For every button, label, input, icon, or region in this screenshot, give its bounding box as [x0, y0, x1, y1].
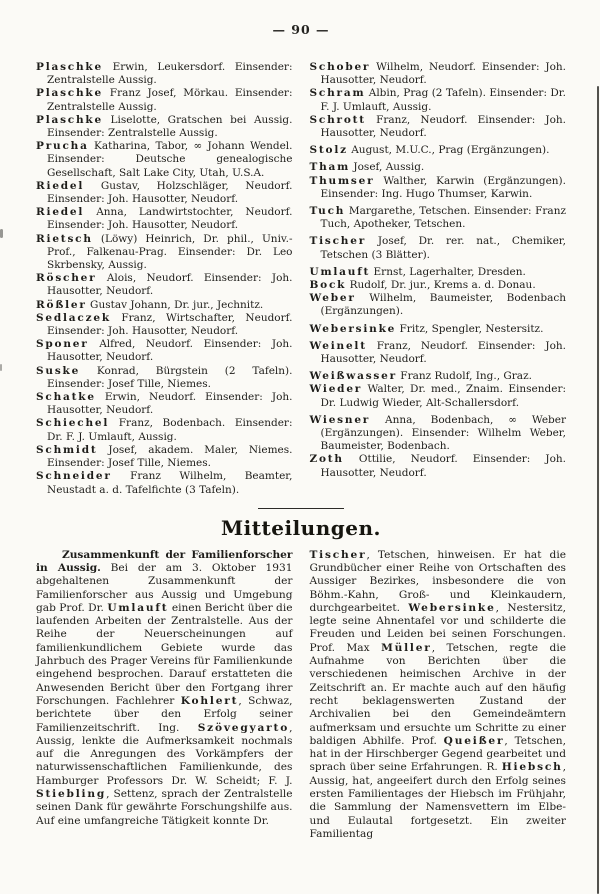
directory-entry: Stolz August, M.U.C., Prag (Ergänzungen).: [309, 144, 550, 157]
directory-entry: Röscher Alois, Neudorf. Einsender: Joh. Hausotter, Neudorf.: [36, 272, 293, 298]
directory-entry: Webersinke Fritz, Spengler, Nestersitz.: [309, 322, 544, 335]
body-paragraph: Zusammenkunft der Familienforscher in Aussig. Bei der am 3. Oktober 1931 abgehaltenen Zusammenkunft der Familienforscher aus Aussig und Umgebung gab Prof. Dr. Umlauft einen Bericht über die laufenden Arbeiten der Zentralstelle. Aus der Reihe der Neuerscheinungen auf familienkundlichem Gebiete wurde das Jahrbuch des Prager Vereins für Familienkunde eingehend besprochen. Darauf erstatteten die Anwesenden Bericht über den Fortgang ihrer Forschungen. Fachlehrer Kohlert, Schwaz, berichtete über den Erfolg seiner Familienzeitschrift. Ing. Szövegyarto, Aussig, lenkte die Aufmerksamkeit nochmals auf die Anregungen des Vorkämpfers der naturwissenschaftlichen Familienkunde, des Hamburger Professors Dr. W. Scheidt; F. J. Stiebling, Settenz, sprach der Zentralstelle seinen Dank für gewährte Forschungshilfe aus. Auf eine umfangreiche Tätigkeit konnte Dr.: [36, 548, 293, 827]
directory-entry: Plaschke Liselotte, Gratschen bei Aussig. Einsender: Zentralstelle Aussig.: [36, 113, 293, 140]
scan-artifact-left-edge: [0, 364, 2, 371]
entry-surname: Plaschke: [36, 61, 103, 73]
entry-surname: Riedel: [36, 179, 85, 192]
directory-entry: Schiechel Franz, Bodenbach. Einsender: Dr. F. J. Umlauft, Aussig.: [36, 417, 293, 443]
entry-surname: Schatke: [36, 391, 96, 404]
directory-entry: Schober Wilhelm, Neudorf. Einsender: Joh. Hausotter, Neudorf.: [309, 61, 566, 87]
entry-surname: Rietsch: [36, 232, 93, 245]
mitteilungen-left-column: [36, 549, 293, 842]
entry-surname: Weißwasser: [309, 370, 397, 383]
person-name: Szövegyarto: [197, 721, 290, 734]
entry-surname: Tischer: [309, 235, 367, 248]
entry-surname: Zoth: [309, 453, 344, 466]
directory-entry: Riedel Gustav, Holzschläger, Neudorf. Einsender: Joh. Hausotter, Neudorf.: [36, 179, 293, 206]
directory-left-column: [36, 61, 293, 497]
directory-entry: Schneider Franz Wilhelm, Beamter, Neustadt a. d. Tafelfichte (3 Tafeln).: [36, 470, 293, 496]
directory-entry: Schrott Franz, Neudorf. Einsender: Joh. Hausotter, Neudorf.: [309, 113, 566, 140]
directory-entry: Suske Konrad, Bürgstein (2 Tafeln). Einsender: Josef Tille, Niemes.: [36, 364, 293, 390]
directory-entry: Wieder Walter, Dr. med., Znaim. Einsender: Dr. Ludwig Wieder, Alt-Schallersdorf.: [309, 383, 566, 409]
entry-surname: Rößler: [36, 298, 87, 311]
directory-entry: Umlauft Ernst, Lagerhalter, Dresden.: [309, 265, 526, 278]
directory-entry: Weber Wilhelm, Baumeister, Bodenbach (Ergänzungen).: [309, 292, 566, 318]
directory-entry: Bock Rudolf, Dr. jur., Krems a. d. Donau.: [309, 279, 536, 292]
entry-surname: Riedel: [36, 206, 85, 219]
directory-entry: Schmidt Josef, akadem. Maler, Niemes. Einsender: Josef Tille, Niemes.: [36, 443, 293, 470]
entry-surname: Wiesner: [309, 413, 371, 426]
person-name: Tischer: [309, 548, 367, 561]
mitteilungen-right-column: [310, 549, 567, 842]
directory-entry: Rößler Gustav Johann, Dr. jur., Jechnitz.: [36, 298, 264, 311]
person-name: Stiebling: [36, 788, 107, 801]
directory-entry: Wiesner Anna, Bodenbach, ∞ Weber (Ergänzungen). Einsender: Wilhelm Weber, Baumeister, Bodenbach.: [309, 413, 566, 453]
directory-entry: Rietsch (Löwy) Heinrich, Dr. phil., Univ.-Prof., Falkenau-Prag. Einsender: Dr. Leo Skrbensky, Aussig.: [36, 232, 293, 272]
directory-right-column: [310, 61, 567, 497]
directory-entry: Weißwasser Franz Rudolf, Ing., Graz.: [309, 370, 532, 383]
entry-surname: Sponer: [36, 338, 89, 351]
directory-entry: Tuch Margarethe, Tetschen. Einsender: Franz Tuch, Apotheker, Tetschen.: [309, 205, 566, 231]
directory-entry: Plaschke Franz Josef, Mörkau. Einsender: Zentralstelle Aussig.: [36, 87, 293, 113]
entry-surname: Wieder: [309, 383, 363, 396]
entry-surname: Schneider: [36, 470, 112, 483]
entry-surname: Webersinke: [309, 322, 397, 335]
entry-surname: Prucha: [36, 140, 89, 153]
person-name: Müller: [381, 641, 432, 654]
person-name: Hiebsch: [501, 761, 563, 774]
directory-entry: Zoth Ottilie, Neudorf. Einsender: Joh. Hausotter, Neudorf.: [309, 453, 566, 479]
paragraph-lead: Zusammenkunft der Familienforscher in Aussig.: [36, 548, 293, 574]
directory-entry: Prucha Katharina, Tabor, ∞ Johann Wendel. Einsender: Deutsche genealogische Gesellschaft, Salt Lake City, Utah, U.S.A.: [36, 140, 293, 179]
entry-surname: Röscher: [36, 272, 97, 285]
directory-entry: Riedel Anna, Landwirtstochter, Neudorf. Einsender: Joh. Hausotter, Neudorf.: [36, 206, 293, 232]
section-divider-rule: [258, 508, 344, 509]
page-number: — 90 —: [272, 22, 330, 37]
entry-surname: Thumser: [309, 174, 375, 187]
mitteilungen-section: [36, 549, 566, 842]
person-name: Webersinke: [408, 601, 496, 614]
section-heading: Mitteilungen.: [221, 515, 381, 540]
directory-entry: Tham Josef, Aussig.: [309, 161, 425, 174]
entry-surname: Schram: [309, 87, 366, 100]
entry-surname: Tuch: [309, 205, 346, 218]
entry-surname: Weber: [309, 292, 356, 305]
entry-surname: Plaschke: [36, 87, 103, 100]
directory-entry: Schram Albin, Prag (2 Tafeln). Einsender: Dr. F. J. Umlauft, Aussig.: [309, 87, 566, 113]
directory-entry: Plaschke Erwin, Leukersdorf. Einsender: Zentralstelle Aussig.: [36, 61, 293, 87]
directory-entry: Thumser Walther, Karwin (Ergänzungen). Einsender: Ing. Hugo Thumser, Karwin.: [309, 174, 566, 200]
entry-surname: Suske: [36, 364, 81, 377]
entry-surname: Stolz: [309, 144, 348, 157]
entry-surname: Schiechel: [36, 417, 110, 430]
entry-surname: Tham: [309, 161, 351, 174]
entry-surname: Schmidt: [36, 443, 98, 456]
person-name: Queißer: [443, 734, 505, 747]
scan-artifact-right-edge: [597, 86, 600, 894]
directory-entry: Schatke Erwin, Neudorf. Einsender: Joh. Hausotter, Neudorf.: [36, 391, 293, 417]
scan-artifact-left-edge: [0, 229, 3, 238]
body-paragraph: Tischer, Tetschen, hinweisen. Er hat die Grundbücher einer Reihe von Ortschaften des Aussiger Bezirkes, insbesondere die von Böhm.-Kahn, Groß- und Kleinkaudern, durchgearbeitet. Webersinke, Nestersitz, legte seine Ahnentafel vor und schilderte die Freuden und Leiden bei seinen Forschungen. Prof. Max Müller, Tetschen, regte die Aufnahme von Berichten über die verschiedenen heimischen Archive in der Zeitschrift an. Er machte auch auf den häufig recht beklagenswerten Zustand der Archivalien bei den Gemeindeämtern aufmerksam und ersuchte um Schritte zu einer baldigen Abhilfe. Prof. Queißer, Tetschen, hat in der Hirschberger Gegend gearbeitet und sprach über seine Erfahrungen. R. Hiebsch, Aussig, hat, angeeifert durch den Erfolg seines ersten Familientages der Hiebsch im Frühjahr, die Sammlung der Namensvettern im Elbe- und Eulautal fortgesetzt. Ein zweiter Familientag: [309, 548, 566, 840]
entry-surname: Weinelt: [309, 339, 367, 352]
directory-entry: Sponer Alfred, Neudorf. Einsender: Joh. Hausotter, Neudorf.: [36, 338, 293, 364]
entry-surname: Umlauft: [309, 265, 371, 278]
entry-surname: Bock: [309, 279, 347, 292]
directory-entry: Weinelt Franz, Neudorf. Einsender: Joh. Hausotter, Neudorf.: [309, 339, 566, 366]
person-name: Umlauft: [107, 601, 169, 614]
person-name: Kohlert: [180, 694, 239, 707]
directory-entry: Sedlaczek Franz, Wirtschafter, Neudorf. Einsender: Joh. Hausotter, Neudorf.: [36, 311, 293, 338]
entry-surname: Sedlaczek: [36, 311, 111, 324]
entry-surname: Schober: [309, 61, 371, 73]
entry-surname: Plaschke: [36, 113, 103, 126]
directory-entry: Tischer Josef, Dr. rer. nat., Chemiker, Tetschen (3 Blätter).: [309, 235, 566, 261]
directory-section: [36, 61, 566, 497]
entry-surname: Schrott: [309, 113, 366, 126]
